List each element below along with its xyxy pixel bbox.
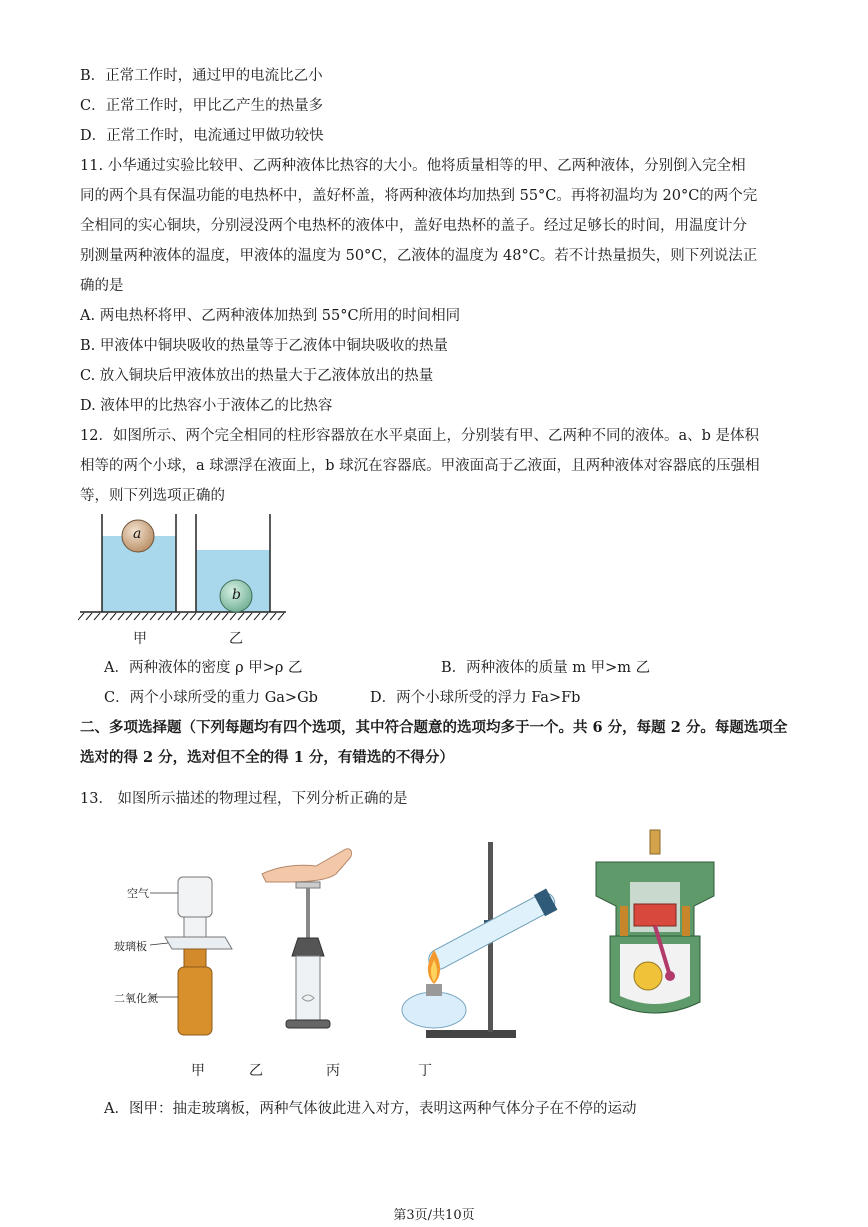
container-yi-label: 乙 (229, 631, 243, 647)
q11-stem-line-4: 别测量两种液体的温度，甲液体的温度为 50°C，乙液体的温度为 48°C。若不计热量损失，则下列说法正 (80, 248, 758, 264)
q12-option-a: A．两种液体的密度 ρ 甲>ρ 乙 (104, 660, 303, 676)
q11-stem-line-3: 全相同的实心铜块，分别浸没两个电热杯的液体中，盖好电热杯的盖子。经过足够长的时间，用温度计分 (80, 218, 747, 234)
q13-figure-bing-heating (396, 838, 566, 1044)
q12-option-c: C．两个小球所受的重力 Ga>Gb (104, 690, 318, 706)
q10-option-c: C．正常工作时，甲比乙产生的热量多 (80, 98, 324, 114)
q10-option-d: D．正常工作时，电流通过甲做功较快 (80, 128, 324, 144)
section2-heading-line-1: 二、多项选择题（下列每题均有四个选项，其中符合题意的选项均多于一个。共 6 分，每题 2 分。每题选项全 (80, 719, 788, 736)
q13-stem: 13． 如图所示描述的物理过程，下列分析正确的是 (80, 791, 408, 807)
caption-ding: 丁 (418, 1063, 432, 1079)
q11-option-c: C. 放入铜块后甲液体放出的热量大于乙液体放出的热量 (80, 368, 434, 384)
label-no2: 二氧化氮 (114, 992, 158, 1005)
q12-stem-line-3: 等，则下列选项正确的 (80, 488, 225, 504)
q13-figure-yi-compression (258, 828, 358, 1038)
caption-jia: 甲 (191, 1063, 205, 1079)
q11-option-d: D. 液体甲的比热容小于液体乙的比热容 (80, 398, 333, 414)
container-jia-label: 甲 (133, 631, 147, 647)
page-footer: 第3页/共10页 (393, 1208, 475, 1223)
glass-plate (165, 937, 232, 949)
q12-option-b: B．两种液体的质量 m 甲>m 乙 (441, 660, 651, 676)
q12-option-d: D．两个小球所受的浮力 Fa>Fb (370, 690, 581, 706)
hand-icon (262, 849, 352, 882)
q11-stem-line-1: 11. 小华通过实验比较甲、乙两种液体比热容的大小。他将质量相等的甲、乙两种液体，分别倒入完全相 (80, 158, 746, 174)
q11-option-a: A. 两电热杯将甲、乙两种液体加热到 55°C所用的时间相同 (80, 308, 461, 324)
q11-stem-line-2: 同的两个具有保温功能的电热杯中，盖好杯盖，将两种液体均加热到 55°C。再将初温均为 20°C的两个完 (80, 188, 758, 204)
caption-yi: 乙 (249, 1063, 263, 1079)
section2-heading-line-2: 选对的得 2 分，选对但不全的得 1 分，有错选的不得分） (80, 749, 454, 766)
co2-bottle (178, 967, 212, 1035)
label-air: 空气 (127, 887, 149, 900)
q12-stem-line-1: 12．如图所示、两个完全相同的柱形容器放在水平桌面上，分别装有甲、乙两种不同的液体。a、b 是体积 (80, 428, 759, 444)
label-glass-plate: 玻璃板 (114, 940, 147, 953)
ball-b-label: b (232, 587, 241, 603)
q11-option-b: B. 甲液体中铜块吸收的热量等于乙液体中铜块吸收的热量 (80, 338, 448, 354)
ball-a-label: a (133, 526, 142, 542)
q13-option-a: A．图甲：抽走玻璃板，两种气体彼此进入对方，表明这两种气体分子在不停的运动 (104, 1101, 637, 1117)
q12-stem-line-2: 相等的两个小球，a 球漂浮在液面上，b 球沉在容器底。甲液面高于乙液面，且两种液体对容器底的压强相 (80, 458, 760, 474)
q11-stem-line-5: 确的是 (80, 278, 124, 294)
caption-bing: 丙 (326, 1063, 340, 1079)
q10-option-b: B．正常工作时，通过甲的电流比乙小 (80, 68, 323, 84)
q12-containers-figure (78, 510, 290, 622)
q13-figure-ding-engine (590, 826, 720, 1026)
